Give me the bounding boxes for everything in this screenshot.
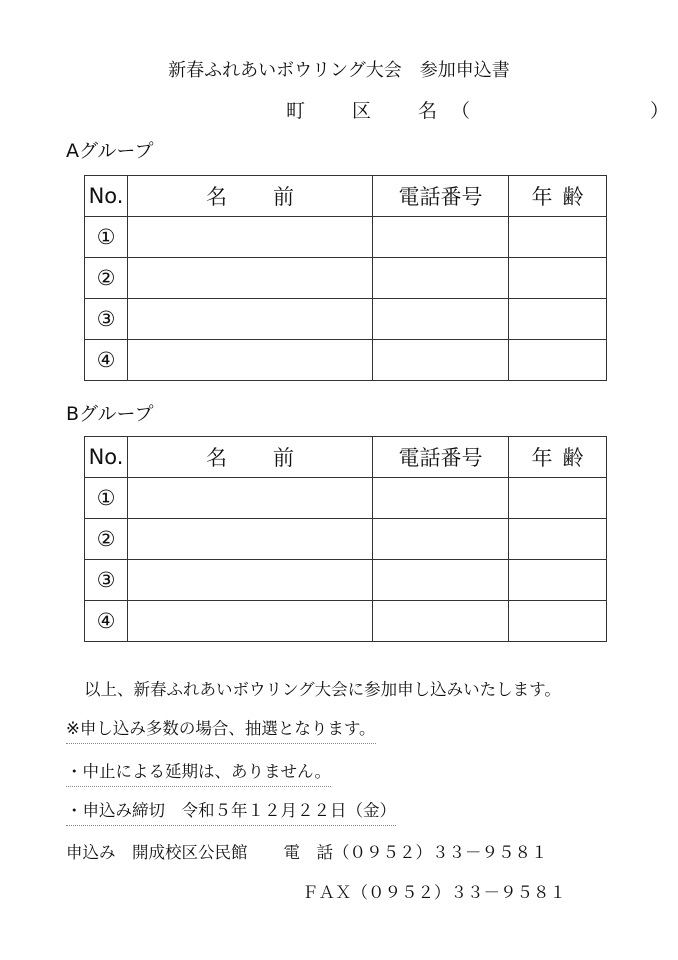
form-title: 新春ふれあいボウリング大会 参加申込書 <box>168 60 510 81</box>
contact-fax-row <box>302 879 566 903</box>
header-name-text: 名前 <box>206 185 340 209</box>
name-cell[interactable] <box>128 560 373 601</box>
table-row <box>85 519 607 560</box>
deadline-note: ・申込み締切 令和５年１２月２２日（金） <box>66 797 396 826</box>
header-age-text: 年齢 <box>531 185 594 209</box>
phone-cell[interactable] <box>373 560 509 601</box>
table-row <box>85 299 607 340</box>
table-row <box>85 258 607 299</box>
age-cell[interactable] <box>509 601 607 642</box>
table-row <box>85 560 607 601</box>
town-name-field <box>286 96 669 123</box>
row-number: ④ <box>85 340 128 381</box>
no-postpone-note: ・中止による延期は、ありません。 <box>66 758 331 787</box>
age-cell[interactable] <box>509 299 607 340</box>
header-no: No. <box>85 176 128 217</box>
phone-label: 電 話 <box>283 843 333 862</box>
table-row <box>85 217 607 258</box>
age-cell[interactable] <box>509 560 607 601</box>
lottery-note: ※申し込み多数の場合、抽選となります。 <box>66 715 376 744</box>
row-number: ② <box>85 258 128 299</box>
header-name-text: 名前 <box>206 446 340 470</box>
table-header-row <box>85 176 607 217</box>
phone-cell[interactable] <box>373 601 509 642</box>
header-phone: 電話番号 <box>373 437 509 478</box>
header-phone: 電話番号 <box>373 176 509 217</box>
name-cell[interactable] <box>128 299 373 340</box>
group-b-label: Bグループ <box>66 403 154 425</box>
fax-number: （０９５２）３３－９５８１ <box>351 883 566 902</box>
header-age <box>509 437 607 478</box>
row-number: ③ <box>85 299 128 340</box>
contact-phone-row <box>66 839 548 863</box>
town-open-paren: （ <box>451 100 471 122</box>
phone-cell[interactable] <box>373 478 509 519</box>
table-row <box>85 478 607 519</box>
phone-cell[interactable] <box>373 340 509 381</box>
group-a-label: Aグループ <box>66 140 154 162</box>
group-b-table <box>84 436 607 642</box>
phone-cell[interactable] <box>373 258 509 299</box>
age-cell[interactable] <box>509 258 607 299</box>
header-name <box>128 176 373 217</box>
phone-cell[interactable] <box>373 299 509 340</box>
row-number: ① <box>85 217 128 258</box>
header-age <box>509 176 607 217</box>
contact-prefix: 申込み 開成校区公民館 <box>66 843 248 862</box>
phone-number: （０９５２）３３－９５８１ <box>333 843 548 862</box>
age-cell[interactable] <box>509 478 607 519</box>
header-age-text: 年齢 <box>531 446 594 470</box>
row-number: ④ <box>85 601 128 642</box>
table-header-row <box>85 437 607 478</box>
name-cell[interactable] <box>128 217 373 258</box>
table-row <box>85 340 607 381</box>
age-cell[interactable] <box>509 519 607 560</box>
town-name-label: 町 区 名 <box>286 100 452 122</box>
name-cell[interactable] <box>128 258 373 299</box>
row-number: ① <box>85 478 128 519</box>
phone-cell[interactable] <box>373 217 509 258</box>
name-cell[interactable] <box>128 478 373 519</box>
name-cell[interactable] <box>128 519 373 560</box>
age-cell[interactable] <box>509 217 607 258</box>
row-number: ③ <box>85 560 128 601</box>
age-cell[interactable] <box>509 340 607 381</box>
phone-cell[interactable] <box>373 519 509 560</box>
row-number: ② <box>85 519 128 560</box>
town-close-paren: ） <box>650 100 670 122</box>
table-row <box>85 601 607 642</box>
confirmation-text: 以上、新春ふれあいボウリング大会に参加申し込みいたします。 <box>84 680 561 699</box>
header-name <box>128 437 373 478</box>
name-cell[interactable] <box>128 601 373 642</box>
name-cell[interactable] <box>128 340 373 381</box>
header-no: No. <box>85 437 128 478</box>
fax-label: ＦＡＸ <box>302 883 352 902</box>
group-a-table <box>84 175 607 381</box>
